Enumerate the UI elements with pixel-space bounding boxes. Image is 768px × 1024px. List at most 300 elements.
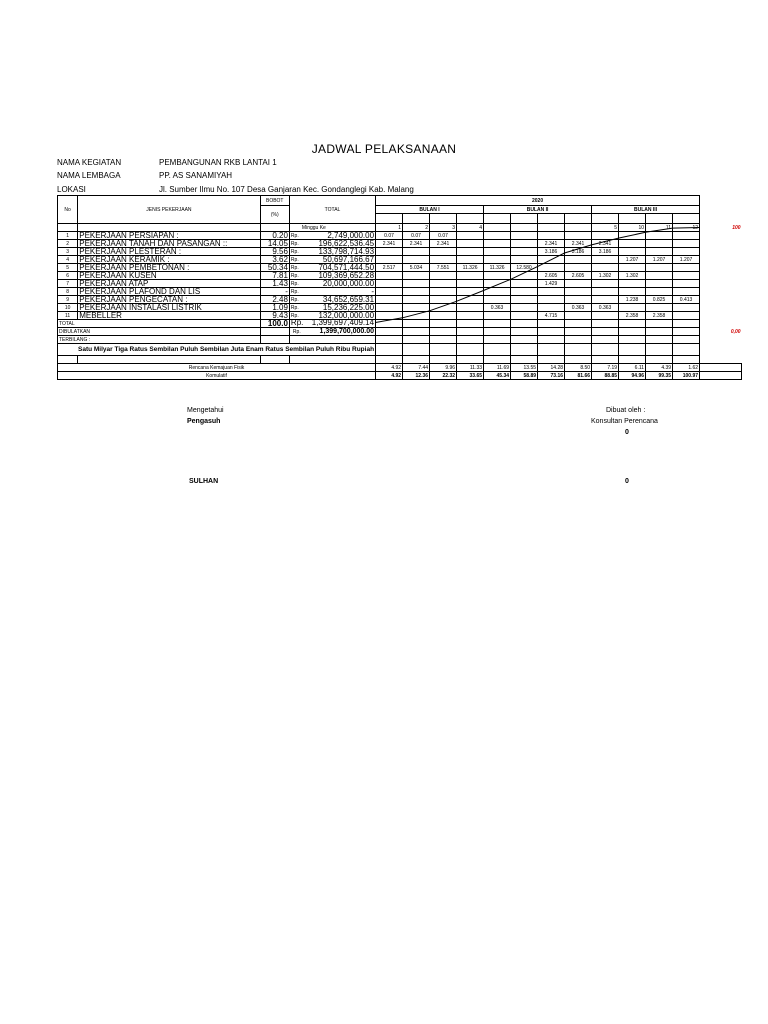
dibulatkan-rp: Rp.	[292, 328, 301, 335]
progress-cell: 1.238	[619, 296, 646, 304]
progress-cell	[592, 336, 619, 344]
progress-cell	[673, 288, 700, 296]
progress-cell: 2.341	[592, 240, 619, 248]
progress-cell	[484, 232, 511, 240]
progress-cell	[484, 328, 511, 336]
item-no: 9	[58, 296, 78, 304]
blank	[260, 336, 289, 344]
progress-cell: 1.302	[592, 272, 619, 280]
progress-cell	[484, 344, 511, 356]
progress-cell	[376, 328, 403, 336]
item-name: PEKERJAAN TANAH DAN PASANGAN ::	[78, 240, 260, 248]
progress-cell	[565, 280, 592, 288]
progress-cell: 7.551	[430, 264, 457, 272]
dibulatkan-value-cell	[289, 328, 375, 336]
progress-cell	[592, 320, 619, 328]
side-blank	[700, 296, 742, 304]
item-rp: Rp.	[290, 297, 299, 303]
week-number	[511, 224, 538, 232]
side-blank	[700, 356, 742, 364]
progress-cell	[511, 288, 538, 296]
progress-cell	[619, 304, 646, 312]
item-total	[289, 280, 375, 288]
kumulatif-value: 33.65	[457, 372, 484, 380]
progress-cell	[619, 248, 646, 256]
progress-cell	[646, 344, 673, 356]
table-row	[58, 264, 742, 272]
progress-cell: 5.034	[403, 264, 430, 272]
progress-cell	[457, 336, 484, 344]
progress-cell	[511, 336, 538, 344]
week-number: 3	[430, 224, 457, 232]
item-bobot: 9.43	[260, 312, 289, 320]
header-jenis-pekerjaan: JENIS PEKERJAAN	[78, 196, 260, 224]
item-no: 3	[58, 248, 78, 256]
progress-cell	[646, 328, 673, 336]
progress-cell	[511, 320, 538, 328]
item-name: PEKERJAAN PERSIAPAN :	[78, 232, 260, 240]
side-blank	[700, 288, 742, 296]
progress-cell	[538, 344, 565, 356]
progress-cell	[403, 296, 430, 304]
item-bobot: 14.05	[260, 240, 289, 248]
progress-cell: 1.429	[538, 280, 565, 288]
progress-cell	[403, 288, 430, 296]
dibulatkan-label: DIBULATKAN	[58, 328, 261, 336]
progress-cell	[619, 232, 646, 240]
header-blank	[484, 214, 511, 224]
item-rp: Rp.	[290, 313, 299, 319]
progress-cell	[403, 320, 430, 328]
item-total-value: 132,000,000.00	[318, 311, 375, 320]
side-blank	[700, 344, 742, 356]
progress-cell	[484, 272, 511, 280]
progress-cell: 1.207	[646, 256, 673, 264]
blank	[58, 356, 78, 364]
progress-cell	[511, 344, 538, 356]
progress-cell	[457, 328, 484, 336]
progress-cell	[673, 240, 700, 248]
side-blank	[700, 240, 742, 248]
progress-cell	[673, 304, 700, 312]
sig-right-name: 0	[625, 478, 629, 485]
progress-cell	[457, 248, 484, 256]
progress-cell: 2.358	[619, 312, 646, 320]
header-year: 2020	[376, 196, 700, 206]
progress-cell: 11.326	[484, 264, 511, 272]
item-total-value: 704,571,444.50	[318, 263, 375, 272]
item-rp: Rp.	[290, 273, 299, 279]
item-no: 1	[58, 232, 78, 240]
progress-cell	[592, 280, 619, 288]
item-total-value: 20,000,000.00	[322, 279, 375, 288]
item-bobot: 7.81	[260, 272, 289, 280]
side-000-label: 0,00	[730, 328, 741, 335]
progress-cell	[619, 264, 646, 272]
progress-cell: 3.186	[538, 248, 565, 256]
blank	[484, 356, 511, 364]
progress-cell	[511, 272, 538, 280]
item-total-value: 2,749,000.00	[327, 231, 375, 240]
table-row	[58, 248, 742, 256]
item-name: PEKERJAAN PLAFOND DAN LIS	[78, 288, 260, 296]
progress-cell	[538, 256, 565, 264]
side-blank	[700, 320, 742, 328]
kumulatif-value: 4.92	[376, 372, 403, 380]
side-blank	[700, 256, 742, 264]
table-row	[58, 312, 742, 320]
progress-cell: 0.07	[430, 232, 457, 240]
item-bobot: -	[260, 288, 289, 296]
progress-cell	[673, 232, 700, 240]
progress-cell	[484, 248, 511, 256]
kumulatif-value: 100.97	[673, 372, 700, 380]
header-blank	[646, 214, 673, 224]
blank	[673, 356, 700, 364]
blank	[430, 356, 457, 364]
kumulatif-value: 22.32	[430, 372, 457, 380]
info-value-lokasi: Jl. Sumber Ilmu No. 107 Desa Ganjaran Kec. Gondanglegi Kab. Malang	[159, 185, 414, 194]
progress-cell	[592, 288, 619, 296]
total-bobot: 100.0	[260, 320, 289, 328]
item-total	[289, 232, 375, 240]
item-rp: Rp.	[290, 305, 299, 311]
progress-cell	[673, 320, 700, 328]
item-bobot: 0.20	[260, 232, 289, 240]
blank	[565, 356, 592, 364]
item-total-value: 196,622,536.45	[318, 239, 375, 248]
rencana-value: 11.69	[484, 364, 511, 372]
terbilang-text: Satu Milyar Tiga Ratus Sembilan Puluh Sembilan Juta Enam Ratus Sembilan Puluh Ribu Rupiah	[58, 344, 376, 356]
progress-cell: 0.363	[592, 304, 619, 312]
header-blank	[457, 214, 484, 224]
progress-cell	[619, 344, 646, 356]
progress-cell	[511, 248, 538, 256]
week-number: 2	[403, 224, 430, 232]
progress-cell	[538, 232, 565, 240]
progress-cell	[646, 320, 673, 328]
progress-cell	[592, 328, 619, 336]
item-total	[289, 240, 375, 248]
rencana-label: Rencana Kemajuan Fisik	[58, 364, 376, 372]
progress-cell	[646, 304, 673, 312]
progress-cell	[538, 304, 565, 312]
item-bobot: 1.43	[260, 280, 289, 288]
blank	[700, 372, 742, 380]
header-blank	[403, 214, 430, 224]
week-number: 1	[376, 224, 403, 232]
side-100-label: 100	[732, 224, 741, 231]
header-total: TOTAL	[289, 196, 375, 224]
progress-cell	[673, 328, 700, 336]
total-rp: Rp.	[290, 319, 304, 327]
progress-cell: 1.207	[619, 256, 646, 264]
progress-cell	[673, 272, 700, 280]
progress-cell	[403, 312, 430, 320]
info-label-lokasi: LOKASI	[57, 185, 86, 194]
item-bobot: 2.48	[260, 296, 289, 304]
side-blank	[700, 336, 742, 344]
item-total-value: 50,697,166.67	[322, 255, 375, 264]
item-total	[289, 272, 375, 280]
kumulatif-value: 45.34	[484, 372, 511, 380]
progress-cell: 2.341	[565, 240, 592, 248]
rencana-value: 1.62	[673, 364, 700, 372]
progress-cell	[511, 240, 538, 248]
progress-cell	[430, 296, 457, 304]
progress-cell	[511, 256, 538, 264]
progress-cell	[511, 312, 538, 320]
progress-cell	[592, 264, 619, 272]
side-blank	[700, 264, 742, 272]
kumulatif-value: 88.85	[592, 372, 619, 380]
progress-cell	[511, 280, 538, 288]
blank	[646, 356, 673, 364]
item-rp: Rp.	[290, 241, 299, 247]
progress-cell	[646, 248, 673, 256]
progress-cell	[592, 344, 619, 356]
progress-cell	[673, 264, 700, 272]
rencana-value: 8.50	[565, 364, 592, 372]
progress-cell	[673, 336, 700, 344]
rencana-value: 11.33	[457, 364, 484, 372]
progress-cell	[538, 296, 565, 304]
progress-cell	[376, 304, 403, 312]
item-no: 7	[58, 280, 78, 288]
progress-cell	[592, 232, 619, 240]
progress-cell	[538, 264, 565, 272]
page-title: JADWAL PELAKSANAAN	[311, 142, 457, 156]
rencana-value: 13.55	[511, 364, 538, 372]
item-name: PEKERJAAN KUSEN	[78, 272, 260, 280]
progress-cell	[376, 288, 403, 296]
progress-cell	[430, 248, 457, 256]
progress-cell	[457, 288, 484, 296]
header-bobot: BOBOT	[260, 196, 289, 206]
header-blank	[430, 214, 457, 224]
progress-cell	[484, 280, 511, 288]
blank	[376, 356, 403, 364]
table-row	[58, 296, 742, 304]
progress-cell	[403, 280, 430, 288]
progress-cell	[457, 280, 484, 288]
progress-cell	[646, 232, 673, 240]
progress-cell	[376, 296, 403, 304]
item-total	[289, 264, 375, 272]
progress-cell	[619, 328, 646, 336]
header-month: BULAN II	[484, 206, 592, 214]
progress-cell	[511, 232, 538, 240]
blank	[403, 356, 430, 364]
kumulatif-value: 94.96	[619, 372, 646, 380]
progress-cell	[457, 272, 484, 280]
progress-cell	[538, 336, 565, 344]
progress-cell	[646, 264, 673, 272]
progress-cell: 0.363	[484, 304, 511, 312]
progress-cell	[619, 320, 646, 328]
item-no: 11	[58, 312, 78, 320]
table-row	[58, 280, 742, 288]
item-bobot: 3.62	[260, 256, 289, 264]
item-total	[289, 296, 375, 304]
progress-cell: 2.517	[376, 264, 403, 272]
item-rp: Rp.	[290, 265, 299, 271]
minggu-ke-label: Minggu Ke	[289, 224, 375, 232]
progress-cell	[484, 312, 511, 320]
progress-cell	[457, 344, 484, 356]
progress-cell: 3.186	[565, 248, 592, 256]
item-no: 2	[58, 240, 78, 248]
rencana-value: 14.28	[538, 364, 565, 372]
progress-cell	[430, 320, 457, 328]
progress-cell	[673, 344, 700, 356]
sig-left-title: Mengetahui	[187, 407, 224, 414]
progress-cell	[673, 248, 700, 256]
progress-cell	[619, 240, 646, 248]
kumulatif-value: 73.16	[538, 372, 565, 380]
item-total-value: -	[371, 287, 375, 296]
week-number: 12	[673, 224, 700, 232]
progress-cell: 0.825	[646, 296, 673, 304]
progress-cell: 2.341	[376, 240, 403, 248]
progress-cell	[403, 328, 430, 336]
total-value: 1,399,697,409.14	[311, 319, 375, 327]
week-number	[538, 224, 565, 232]
blank	[78, 356, 260, 364]
item-rp: Rp.	[290, 257, 299, 263]
item-bobot: 1.09	[260, 304, 289, 312]
progress-cell: 2.341	[403, 240, 430, 248]
table-row	[58, 256, 742, 264]
week-jenis-blank	[78, 224, 260, 232]
rencana-value: 7.44	[403, 364, 430, 372]
side-blank	[700, 304, 742, 312]
header-blank	[511, 214, 538, 224]
progress-cell	[538, 328, 565, 336]
dibulatkan-blank	[260, 328, 289, 336]
sig-left-role: Pengasuh	[187, 418, 221, 425]
side-blank	[700, 272, 742, 280]
progress-cell: 2.341	[430, 240, 457, 248]
item-rp: Rp.	[290, 289, 299, 295]
progress-cell	[592, 256, 619, 264]
progress-cell	[403, 256, 430, 264]
progress-cell	[565, 336, 592, 344]
blank	[619, 356, 646, 364]
progress-cell	[376, 256, 403, 264]
terbilang-label: TERBILANG :	[58, 336, 261, 344]
header-blank	[619, 214, 646, 224]
week-number: 4	[457, 224, 484, 232]
progress-cell: 4.715	[538, 312, 565, 320]
header-month: BULAN III	[592, 206, 700, 214]
progress-cell	[430, 344, 457, 356]
info-label-kegiatan: NAMA KEGIATAN	[57, 158, 122, 167]
progress-cell	[457, 256, 484, 264]
header-blank	[592, 214, 619, 224]
item-rp: Rp.	[290, 281, 299, 287]
table-row	[58, 272, 742, 280]
progress-cell	[646, 280, 673, 288]
progress-cell	[673, 280, 700, 288]
progress-cell	[619, 288, 646, 296]
rencana-value: 4.92	[376, 364, 403, 372]
total-label: TOTAL	[58, 320, 261, 328]
item-total-value: 15,236,225.00	[322, 303, 375, 312]
item-no: 5	[58, 264, 78, 272]
progress-cell	[646, 272, 673, 280]
progress-cell	[646, 336, 673, 344]
item-name: PEKERJAAN PLESTERAN :	[78, 248, 260, 256]
progress-cell	[484, 336, 511, 344]
progress-cell	[376, 336, 403, 344]
progress-cell	[376, 272, 403, 280]
week-no-blank	[58, 224, 78, 232]
progress-cell: 3.186	[592, 248, 619, 256]
item-rp: Rp.	[290, 233, 299, 239]
kumulatif-value: 99.35	[646, 372, 673, 380]
item-name: PEKERJAAN INSTALASI LISTRIK	[78, 304, 260, 312]
item-bobot: 50.34	[260, 264, 289, 272]
progress-cell	[538, 320, 565, 328]
progress-cell	[511, 304, 538, 312]
kumulatif-value: 58.89	[511, 372, 538, 380]
blank	[289, 336, 375, 344]
progress-cell	[673, 312, 700, 320]
item-name: PEKERJAAN KERAMIK :	[78, 256, 260, 264]
progress-cell	[565, 312, 592, 320]
progress-cell	[376, 344, 403, 356]
sig-right-role: Konsultan Perencana	[591, 418, 658, 425]
progress-cell	[457, 320, 484, 328]
progress-cell	[484, 288, 511, 296]
progress-cell	[619, 280, 646, 288]
progress-cell: 12.580	[511, 264, 538, 272]
progress-cell	[430, 336, 457, 344]
blank	[289, 356, 375, 364]
item-total	[289, 304, 375, 312]
progress-cell	[430, 280, 457, 288]
item-total-value: 109,369,652.28	[318, 271, 375, 280]
progress-cell	[484, 320, 511, 328]
rencana-value: 4.39	[646, 364, 673, 372]
sig-right-zero: 0	[625, 429, 629, 436]
kumulatif-label: Komulatif	[58, 372, 376, 380]
progress-cell	[457, 232, 484, 240]
progress-cell	[619, 336, 646, 344]
item-bobot: 9.56	[260, 248, 289, 256]
week-number: 10	[619, 224, 646, 232]
item-no: 6	[58, 272, 78, 280]
total-value-cell	[289, 320, 375, 328]
progress-cell	[484, 240, 511, 248]
progress-cell	[376, 320, 403, 328]
kumulatif-value: 12.36	[403, 372, 430, 380]
item-no: 8	[58, 288, 78, 296]
table-row	[58, 288, 742, 296]
blank	[700, 364, 742, 372]
blank	[592, 356, 619, 364]
week-bobot-blank	[260, 224, 289, 232]
item-name: MEBELLER	[78, 312, 260, 320]
header-blank	[673, 214, 700, 224]
table-row	[58, 232, 742, 240]
progress-cell	[376, 248, 403, 256]
header-month: BULAN I	[376, 206, 484, 214]
progress-cell	[376, 312, 403, 320]
progress-cell	[376, 280, 403, 288]
progress-cell	[403, 304, 430, 312]
